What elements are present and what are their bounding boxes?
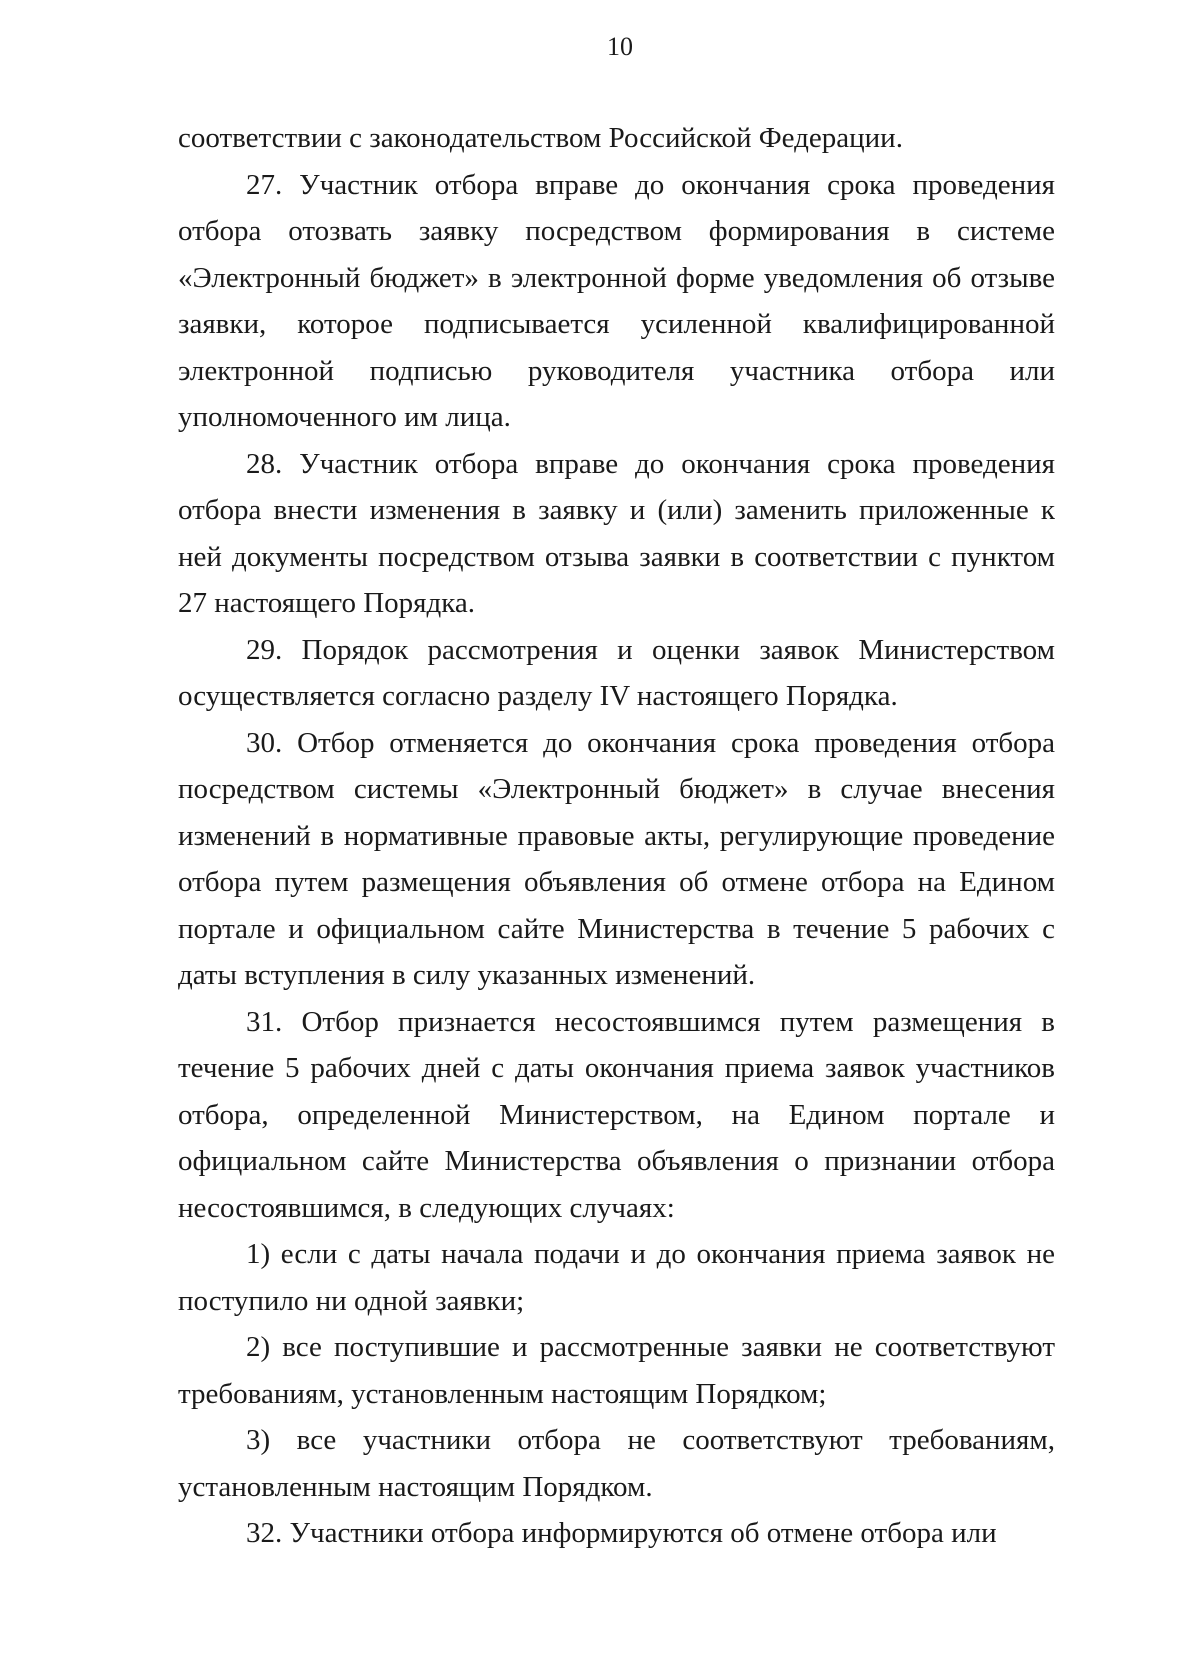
paragraph-32: 32. Участники отбора информируются об отмене отбора или <box>246 1517 997 1549</box>
list-item-1: 1) если с даты начала подачи и до окончания приема заявок не поступило ни одной заявки; <box>178 1238 1055 1317</box>
paragraph-28: 28. Участник отбора вправе до окончания срока проведения отбора внести изменения в заявку и (или) заменить приложенные к ней документы посредством отзыва заявки в соответствии с пунктом 27 настоящего Порядка. <box>178 447 1055 619</box>
page-number: 10 <box>607 32 633 61</box>
paragraph-27: 27. Участник отбора вправе до окончания срока проведения отбора отозвать заявку посредством формирования в системе «Электронный бюджет» в электронной форме уведомления об отзыве заявки, которое подписывается усиленной квалифицированной электронной подписью руководителя участника отбора или уполномоченного им лица. <box>178 168 1055 433</box>
paragraph-30: 30. Отбор отменяется до окончания срока проведения отбора посредством системы «Электронный бюджет» в случае внесения изменений в нормативные правовые акты, регулирующие проведение отбора путем размещения объявления об отмене отбора на Едином портале и официальном сайте Министерства в течение 5 рабочих с даты вступления в силу указанных изменений. <box>178 726 1055 991</box>
paragraph-31: 31. Отбор признается несостоявшимся путем размещения в течение 5 рабочих дней с даты окончания приема заявок участников отбора, определенной Министерством, на Едином портале и официальном сайте Министерства объявления о признании отбора несостоявшимся, в следующих случаях: <box>178 1005 1055 1224</box>
document-body <box>178 115 1055 1557</box>
list-item-3: 3) все участники отбора не соответствуют требованиям, установленным настоящим Порядком. <box>178 1424 1055 1503</box>
paragraph-continuation: соответствии с законодательством Российской Федерации. <box>178 122 903 154</box>
paragraph-29: 29. Порядок рассмотрения и оценки заявок Министерством осуществляется согласно разделу IV настоящего Порядка. <box>178 633 1055 712</box>
list-item-2: 2) все поступившие и рассмотренные заявки не соответствуют требованиям, установленным настоящим Порядком; <box>178 1331 1055 1410</box>
